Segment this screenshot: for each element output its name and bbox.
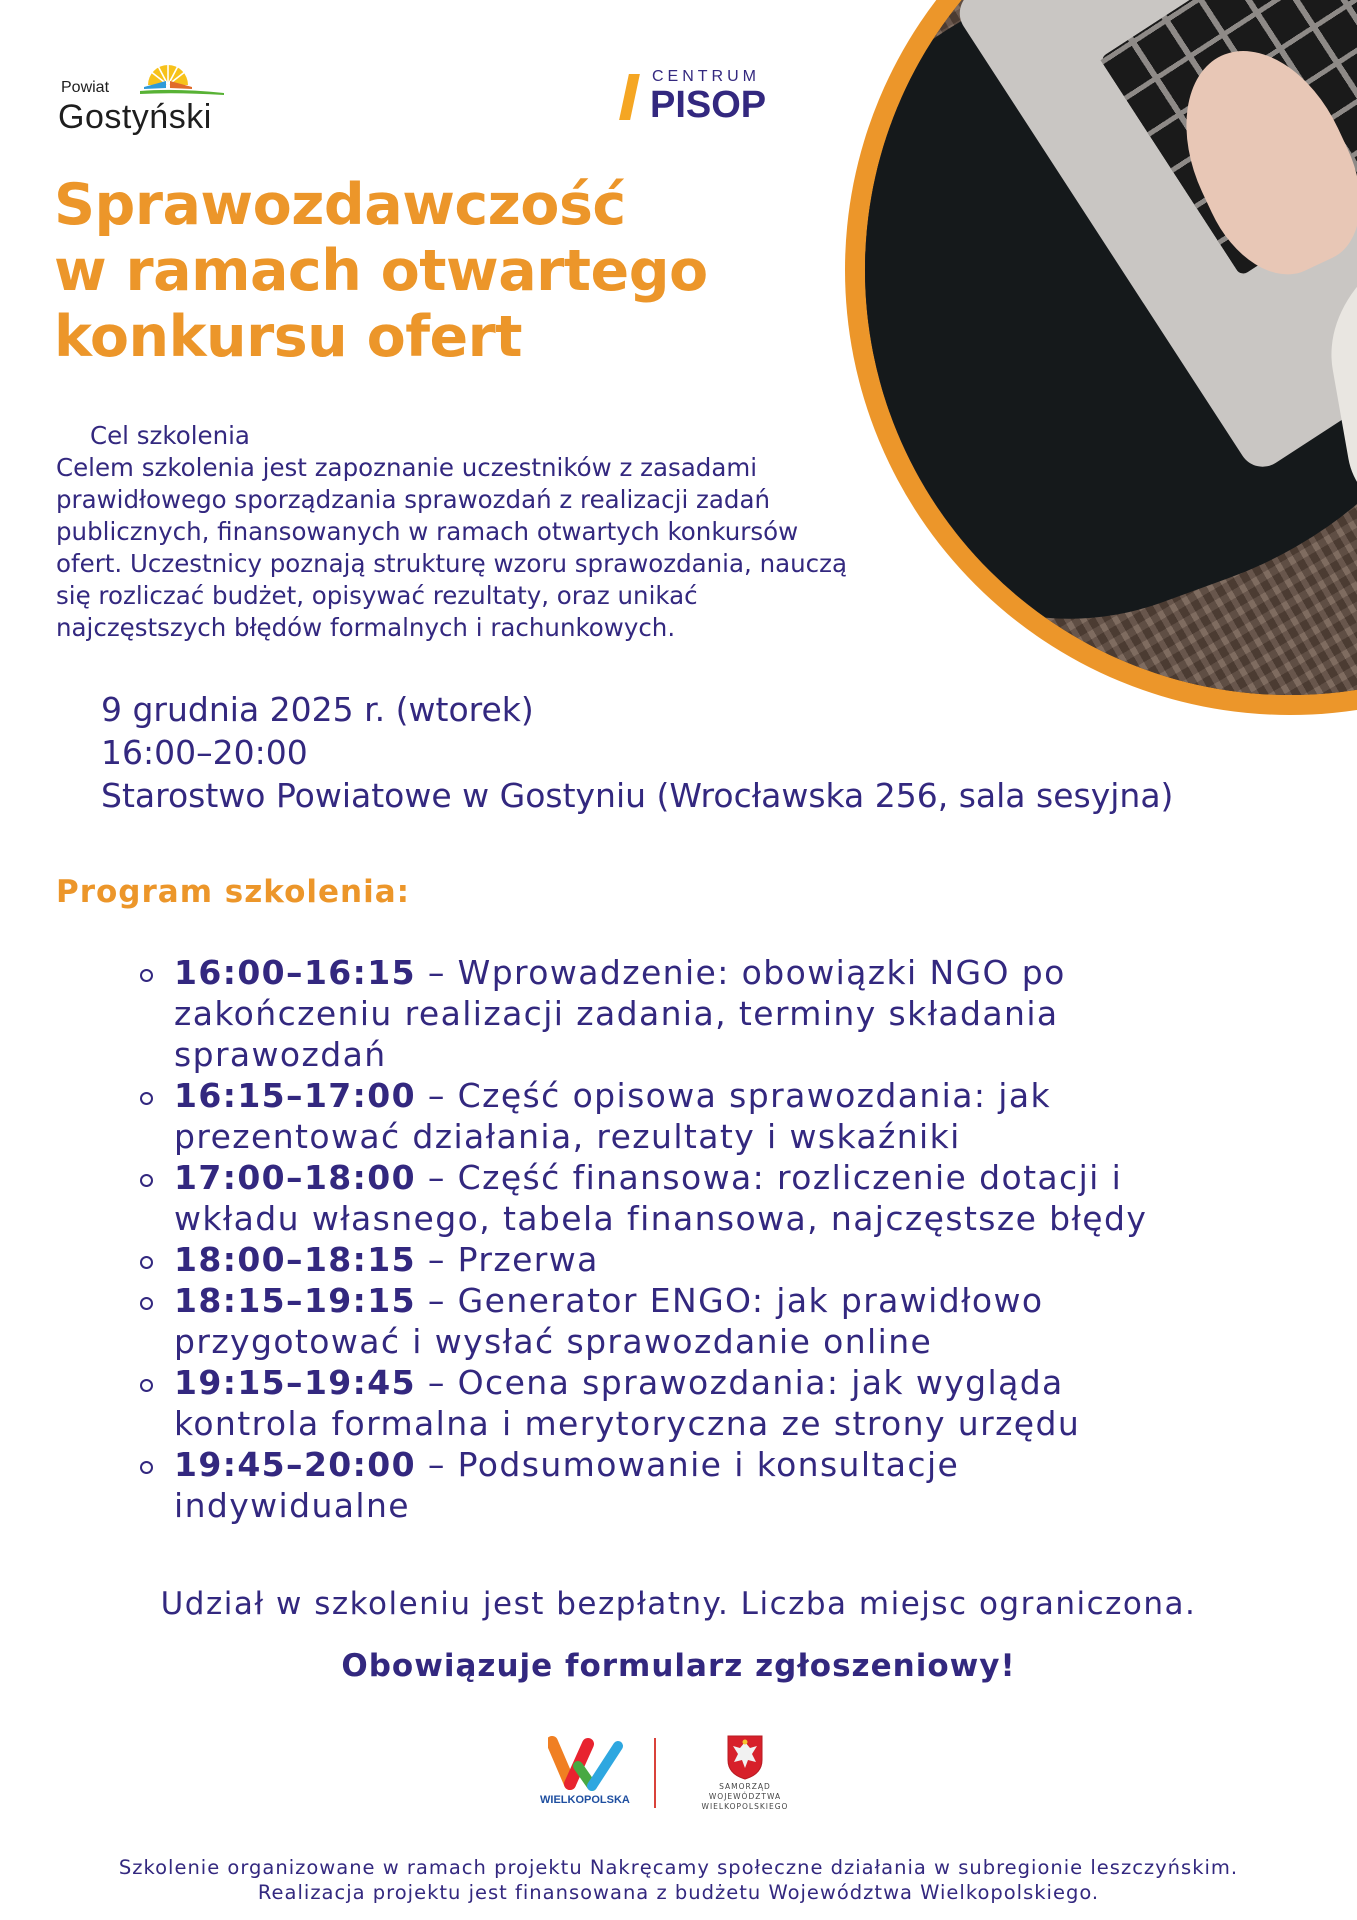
- footer-note: [0, 1855, 1357, 1905]
- title-line: w ramach otwartego: [54, 238, 708, 304]
- agenda-item: [140, 1362, 1320, 1444]
- goal-text-line: prawidłowego sporządzania sprawozdań z realizacji zadań: [56, 485, 771, 514]
- sunrise-icon: [136, 63, 226, 97]
- coat-of-arms-icon: [726, 1734, 764, 1780]
- centrum-pisop-logo: [624, 68, 784, 128]
- agenda-item: [140, 1075, 1320, 1157]
- agenda-time: 19:45–20:00: [174, 1445, 416, 1484]
- agenda-time: 18:00–18:15: [174, 1240, 416, 1279]
- goal-text-line: najczęstszych błędów formalnych i rachunkowych.: [56, 613, 676, 642]
- agenda-item: [140, 1239, 1320, 1280]
- footer-line: Realizacja projektu jest finansowana z budżetu Województwa Wielkopolskiego.: [257, 1881, 1100, 1904]
- gostynski-label: Gostyński: [58, 98, 212, 136]
- agenda-text: prezentować działania, rezultaty i wskaźniki: [174, 1117, 961, 1156]
- agenda-text: wkładu własnego, tabela finansowa, najczęstsze błędy: [174, 1199, 1148, 1238]
- samorzad-line: WIELKOPOLSKIEGO: [701, 1802, 789, 1811]
- agenda-text: – Ocena sprawozdania: jak wygląda: [416, 1363, 1064, 1402]
- event-info: [101, 688, 1173, 817]
- agenda-text: – Generator ENGO: jak prawidłowo: [416, 1281, 1044, 1320]
- registration-form-notice: Obowiązuje formularz zgłoszeniowy!: [341, 1648, 1016, 1684]
- agenda-text: – Część opisowa sprawozdania: jak: [416, 1076, 1051, 1115]
- page-title: [54, 172, 834, 370]
- agenda-text: przygotować i wysłać sprawozdanie online: [174, 1322, 933, 1361]
- powiat-gostynski-logo: [56, 63, 226, 138]
- event-time: 16:00–20:00: [101, 733, 308, 772]
- agenda-text: – Wprowadzenie: obowiązki NGO po: [416, 953, 1066, 992]
- wielkopolska-w-icon: [548, 1736, 628, 1792]
- logo-divider: [654, 1738, 656, 1808]
- agenda-item: [140, 1444, 1320, 1526]
- program-heading: Program szkolenia:: [56, 874, 411, 910]
- pisop-centrum-label: CENTRUM: [652, 68, 760, 85]
- agenda-time: 17:00–18:00: [174, 1158, 416, 1197]
- samorzad-line: WOJEWÓDZTWA: [708, 1792, 782, 1801]
- agenda-text: kontrola formalna i merytoryczna ze strony urzędu: [174, 1404, 1081, 1443]
- pisop-name-label: PISOP: [650, 84, 767, 126]
- agenda-text: zakończeniu realizacji zadania, terminy składania: [174, 994, 1059, 1033]
- goal-text-line: publicznych, finansowanych w ramach otwartych konkursów: [56, 517, 799, 546]
- agenda-text: – Przerwa: [416, 1240, 599, 1279]
- wielkopolska-label: WIELKOPOLSKA: [540, 1794, 630, 1806]
- agenda-time: 19:15–19:45: [174, 1363, 416, 1402]
- free-participation-notice: Udział w szkoleniu jest bezpłatny. Liczba miejsc ograniczona.: [160, 1586, 1197, 1622]
- agenda-time: 16:00–16:15: [174, 953, 416, 992]
- agenda-text: – Podsumowanie i konsultacje: [416, 1445, 960, 1484]
- event-location: Starostwo Powiatowe w Gostyniu (Wrocławska 256, sala sesyjna): [101, 776, 1174, 815]
- powiat-label: Powiat: [61, 79, 110, 96]
- event-date: 9 grudnia 2025 r. (wtorek): [101, 690, 534, 729]
- pisop-bar-icon: [619, 74, 640, 120]
- agenda-item: [140, 952, 1320, 1075]
- sponsor-logos: [540, 1730, 800, 1815]
- agenda-text: sprawozdań: [174, 1035, 387, 1074]
- agenda-time: 18:15–19:15: [174, 1281, 416, 1320]
- agenda-list: [140, 952, 1320, 1526]
- goal-label: Cel szkolenia: [90, 421, 250, 450]
- goal-text-line: ofert. Uczestnicy poznają strukturę wzoru sprawozdania, nauczą: [56, 549, 847, 578]
- samorzad-line: SAMORZĄD: [719, 1782, 771, 1791]
- agenda-text: indywidualne: [174, 1486, 410, 1525]
- footer-line: Szkolenie organizowane w ramach projektu Nakręcamy społeczne działania w subregionie leszczyńskim.: [118, 1856, 1239, 1879]
- agenda-item: [140, 1157, 1320, 1239]
- title-line: konkursu ofert: [54, 304, 523, 370]
- training-goal-section: [56, 420, 956, 644]
- goal-text-line: się rozliczać budżet, opisywać rezultaty, oraz unikać: [56, 581, 698, 610]
- title-line: Sprawozdawczość: [54, 172, 626, 238]
- agenda-item: [140, 1280, 1320, 1362]
- agenda-text: – Część finansowa: rozliczenie dotacji i: [416, 1158, 1123, 1197]
- samorzad-label: [690, 1782, 800, 1812]
- goal-text-line: Celem szkolenia jest zapoznanie uczestników z zasadami: [56, 453, 758, 482]
- agenda-time: 16:15–17:00: [174, 1076, 416, 1115]
